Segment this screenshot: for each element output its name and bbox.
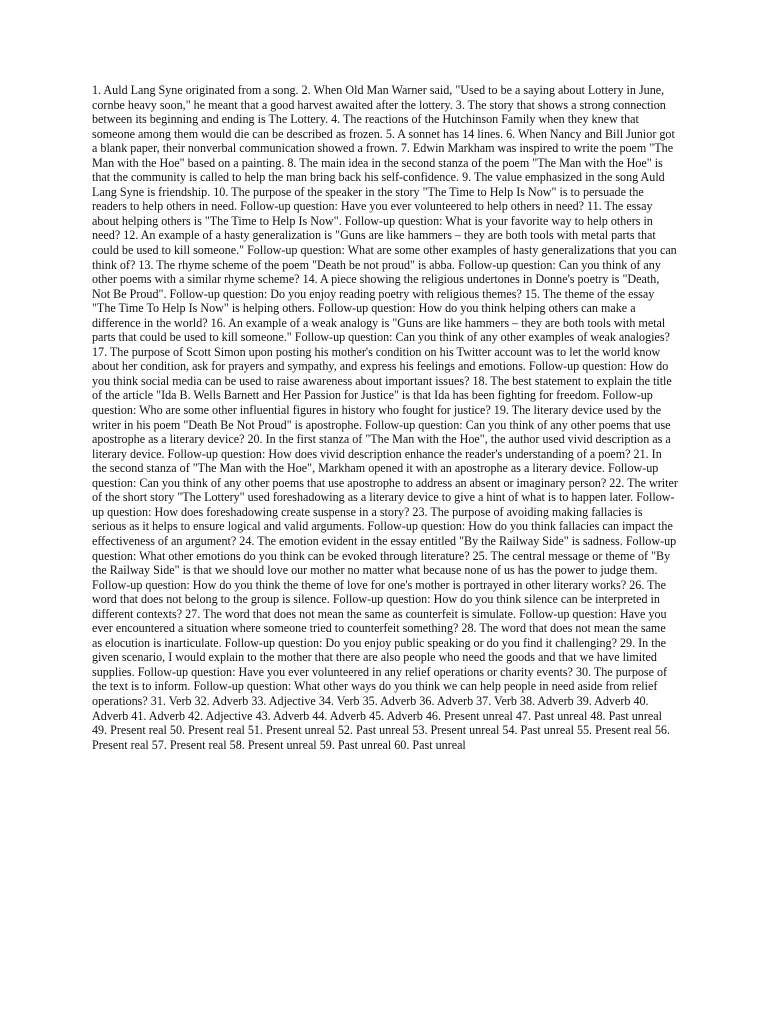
answer-key-text: 1. Auld Lang Syne originated from a song. 2. When Old Man Warner said, "Used to be a saying about Lottery in June, cornbe heavy soon," he meant that a good harvest awaited after the lottery. 3. The story that shows a strong connection between its beginning and ending is The Lottery. 4. The reactions of the Hutchinson Family when they knew that someone among them would die can be described as frozen. 5. A sonnet has 14 lines. 6. When Nancy and Bill Junior got a blank paper, their nonverbal communication showed a frown. 7. Edwin Markham was inspired to write the poem "The Man with the Hoe" based on a painting. 8. The main idea in the second stanza of the poem "The Man with the Hoe" is that the community is called to help the man bring back his self-confidence. 9. The value emphasized in the song Auld Lang Syne is friendship. 10. The purpose of the speaker in the story "The Time to Help Is Now" is to persuade the readers to help others in need. Follow-up question: Have you ever volunteered to help others in need? 11. The essay about helping others is "The Time to Help Is Now". Follow-up question: What is your favorite way to help others in need? 12. An example of a hasty generalization is "Guns are like hammers – they are both tools with metal parts that could be used to kill someone." Follow-up question: What are some other examples of hasty generalizations that you can think of? 13. The rhyme scheme of the poem "Death be not proud" is abba. Follow-up question: Can you think of any other poems with a similar rhyme scheme? 14. A piece showing the religious undertones in Donne's poetry is "Death, Not Be Proud". Follow-up question: Do you enjoy reading poetry with religious themes? 15. The theme of the essay "The Time To Help Is Now" is helping others. Follow-up question: How do you think helping others can make a difference in the world? 16. An example of a weak analogy is "Guns are like hammers – they are both tools with metal parts that could be used to kill someone." Follow-up question: Can you think of any other examples of weak analogies? 17. The purpose of Scott Simon upon posting his mother's condition on his Twitter account was to let the world know about her condition, ask for prayers and sympathy, and express his feelings and emotions. Follow-up question: How do you think social media can be used to raise awareness about important issues? 18. The best statement to explain the title of the article "Ida B. Wells Barnett and Her Passion for Justice" is that Ida has been fighting for freedom. Follow-up question: Who are some other influential figures in history who fought for justice? 19. The literary device used by the writer in his poem "Death Be Not Proud" is apostrophe. Follow-up question: Can you think of any other poems that use apostrophe as a literary device? 20. In the first stanza of "The Man with the Hoe", the author used vivid description as a literary device. Follow-up question: How does vivid description enhance the reader's understanding of a poem? 21. In the second stanza of "The Man with the Hoe", Markham opened it with an apostrophe as a literary device. Follow-up question: Can you think of any other poems that use apostrophe to address an absent or imaginary person? 22. The writer of the short story "The Lottery" used foreshadowing as a literary device to give a hint of what is to happen later. Follow-up question: How does foreshadowing create suspense in a story? 23. The purpose of avoiding making fallacies is serious as it helps to ensure logical and valid arguments. Follow-up question: How do you think fallacies can impact the effectiveness of an argument? 24. The emotion evident in the essay entitled "By the Railway Side" is sadness. Follow-up question: What other emotions do you think can be evoked through literature? 25. The central message or theme of "By the Railway Side" is that we should love our mother no matter what because none of us has the power to judge them. Follow-up question: How do you think the theme of love for one's mother is portrayed in other literary works? 26. The word that does not belong to the group is silence. Follow-up question: How do you think silence can be interpreted in different contexts? 27. The word that does not mean the same as counterfeit is simulate. Follow-up question: Have you ever encountered a situation where someone tried to counterfeit something? 28. The word that does not mean the same as elocution is inarticulate. Follow-up question: Do you enjoy public speaking or do you find it challenging? 29. In the given scenario, I would explain to the mother that there are also people who need the goods and that we have limited supplies. Follow-up question: Have you ever volunteered in any relief operations or charity events? 30. The purpose of the text is to inform. Follow-up question: What other ways do you think we can help people in need aside from relief operations? 31. Verb 32. Adverb 33. Adjective 34. Verb 35. Adverb 36. Adverb 37. Verb 38. Adverb 39. Adverb 40. Adverb 41. Adverb 42. Adjective 43. Adverb 44. Adverb 45. Adverb 46. Present unreal 47. Past unreal 48. Past unreal 49. Present real 50. Present real 51. Present unreal 52. Past unreal 53. Present unreal 54. Past unreal 55. Present real 56. Present real 57. Present real 58. Present unreal 59. Past unreal 60. Past unreal [92,83,678,752]
